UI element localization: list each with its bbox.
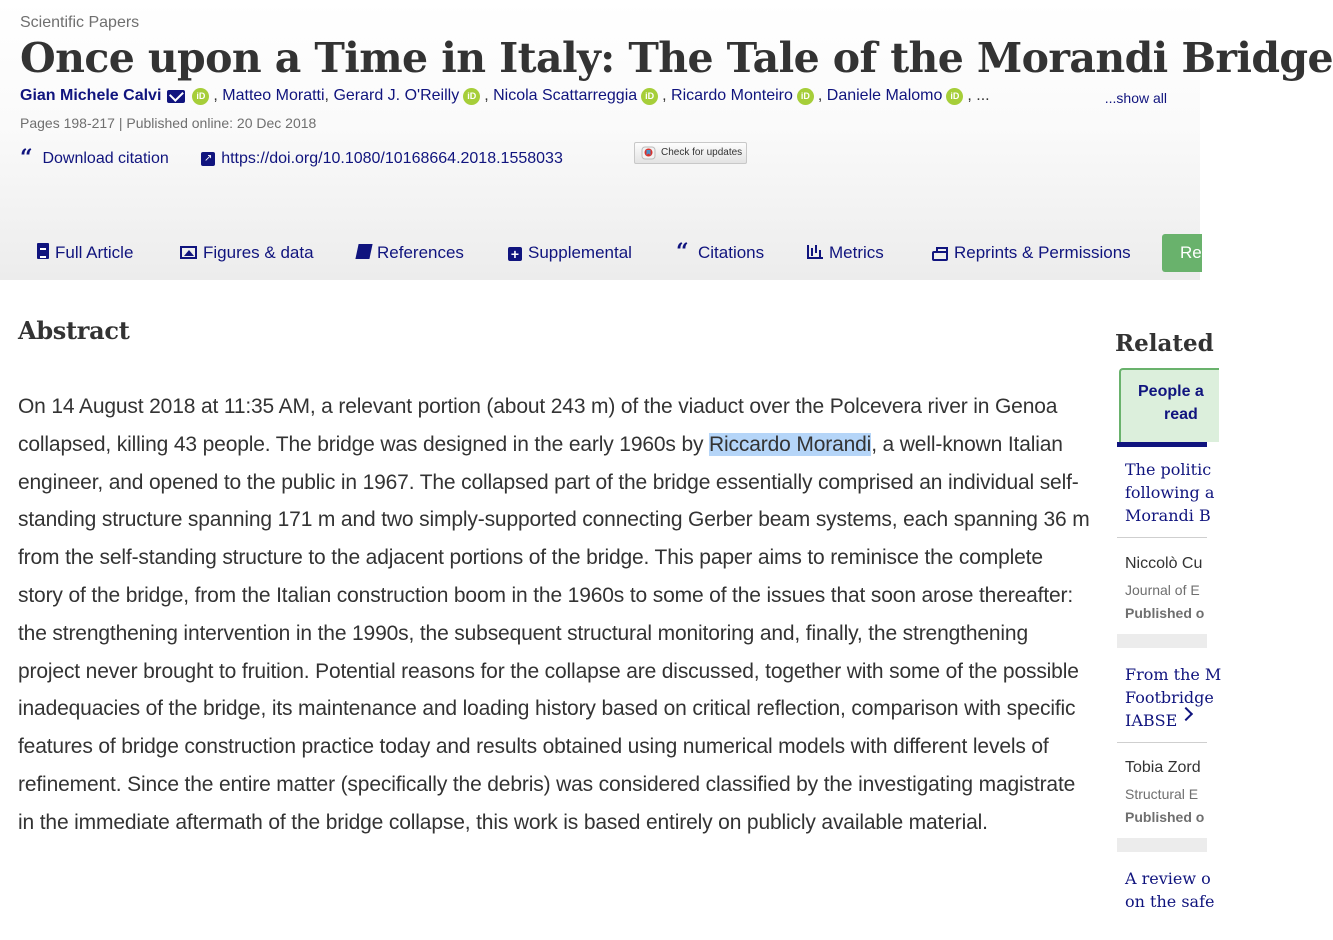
- doi-link[interactable]: https://doi.org/10.1080/10168664.2018.1558033: [221, 150, 563, 167]
- author-link[interactable]: Matteo Moratti: [222, 87, 325, 104]
- article-tabs: [0, 234, 1200, 274]
- orcid-icon[interactable]: iD: [797, 88, 814, 105]
- abstract-heading: Abstract: [18, 316, 130, 345]
- tab-reprints-permissions[interactable]: Reprints & Permissions: [932, 243, 1131, 263]
- tab-full-article[interactable]: Full Article: [37, 243, 133, 263]
- document-icon: [37, 243, 49, 259]
- check-for-updates-button[interactable]: Check for updates: [634, 142, 747, 164]
- related-tab-underline: [1117, 442, 1207, 447]
- author-link[interactable]: Ricardo Monteiro: [671, 87, 793, 104]
- related-article-title[interactable]: From the M Footbridge IABSE: [1125, 665, 1222, 730]
- tab-figures-data[interactable]: Figures & data: [180, 243, 314, 263]
- show-all-authors-link[interactable]: ...show all: [1104, 90, 1167, 106]
- external-link-icon: ↗: [201, 152, 215, 166]
- related-article-published: Published o: [1125, 809, 1205, 825]
- separator-band: [1117, 838, 1207, 852]
- authors-ellipsis: ...: [976, 87, 990, 105]
- author-link[interactable]: Nicola Scattarreggia: [493, 87, 638, 104]
- download-citation-link[interactable]: Download citation: [42, 150, 169, 167]
- tab-people-also-read[interactable]: People a read: [1119, 368, 1219, 442]
- related-article-author: Tobia Zord: [1125, 759, 1201, 776]
- article-meta: Pages 198-217 | Published online: 20 Dec 2018: [20, 115, 317, 131]
- tab-references[interactable]: References: [357, 243, 464, 263]
- citation-links: [20, 145, 563, 171]
- selected-text: Riccardo Morandi: [709, 432, 872, 456]
- divider: [1117, 537, 1207, 538]
- quote-icon: “: [20, 145, 33, 171]
- print-icon: [932, 251, 948, 261]
- bar-chart-icon: [807, 245, 823, 259]
- related-article-title[interactable]: A review o on the safe: [1125, 869, 1215, 911]
- related-article-author: Niccolò Cu: [1125, 555, 1203, 572]
- related-article-journal: Journal of E: [1125, 582, 1200, 598]
- related-heading: Related: [1115, 330, 1214, 357]
- tab-citations[interactable]: “ Citations: [676, 239, 765, 265]
- article-title: Once upon a Time in Italy: The Tale of the Morandi Bridge: [20, 34, 1333, 82]
- tab-read-now[interactable]: Re: [1162, 234, 1202, 272]
- email-icon[interactable]: [167, 90, 185, 103]
- orcid-icon[interactable]: iD: [641, 88, 658, 105]
- crossmark-icon: [641, 146, 656, 160]
- plus-icon: +: [508, 247, 522, 261]
- abstract-body: On 14 August 2018 at 11:35 AM, a relevant portion (about 243 m) of the viaduct over the Polcevera river in Genoa collapsed, killing 43 people. The bridge was designed in the early 1960s by Riccardo Morandi, a well-known Italian engineer, and opened to the public in 1967. The collapsed part of the bridge essentially comprised an individual self-standing structure spanning 171 m and two simply-supported connecting Gerber beam systems, each spanning 36 m from the self-standing structure to the adjacent portions of the bridge. This paper aims to reminisce the complete story of the bridge, from the Italian construction boom in the 1960s to some of the issues that soon arose thereafter: the strengthening intervention in the 1990s, the subsequent structural monitoring and, finally, the strengthening project never brought to fruition. Potential reasons for the collapse are discussed, together with some of the possible inadequacies of the bridge, its maintenance and loading history based on critical reflection, comparison with specific features of bridge construction practice today and results obtained using numerical models with different levels of refinement. Since the entire matter (specifically the debris) was considered classified by the investigating magistrate in the immediate aftermath of the bridge collapse, this work is based entirely on publicly available material.: [18, 395, 1090, 834]
- orcid-icon[interactable]: iD: [192, 88, 209, 105]
- orcid-icon[interactable]: iD: [946, 88, 963, 105]
- author-list: Gian Michele Calvi iD , Matteo Moratti, Gerard J. O'Reilly iD , Nicola Scattarreggia iD , Ricardo Monteiro iD , Daniele Malomo iD , ... ...show all: [20, 87, 1167, 106]
- orcid-icon[interactable]: iD: [463, 88, 480, 105]
- author-link[interactable]: Daniele Malomo: [826, 87, 943, 104]
- quote-icon: “: [676, 239, 689, 265]
- author-link[interactable]: Gerard J. O'Reilly: [333, 87, 460, 104]
- related-article-published: Published o: [1125, 605, 1205, 621]
- image-icon: [180, 246, 197, 259]
- article-header: [0, 0, 1333, 280]
- related-article-title[interactable]: The politic following a Morandi B: [1125, 460, 1215, 525]
- separator-band: [1117, 634, 1207, 648]
- tab-supplemental[interactable]: + Supplemental: [508, 243, 632, 263]
- tab-metrics[interactable]: Metrics: [807, 243, 884, 263]
- book-icon: [355, 244, 372, 259]
- article-category: Scientific Papers: [20, 14, 140, 31]
- related-article-journal: Structural E: [1125, 786, 1199, 802]
- divider: [1117, 742, 1207, 743]
- author-link[interactable]: Gian Michele Calvi: [20, 87, 162, 104]
